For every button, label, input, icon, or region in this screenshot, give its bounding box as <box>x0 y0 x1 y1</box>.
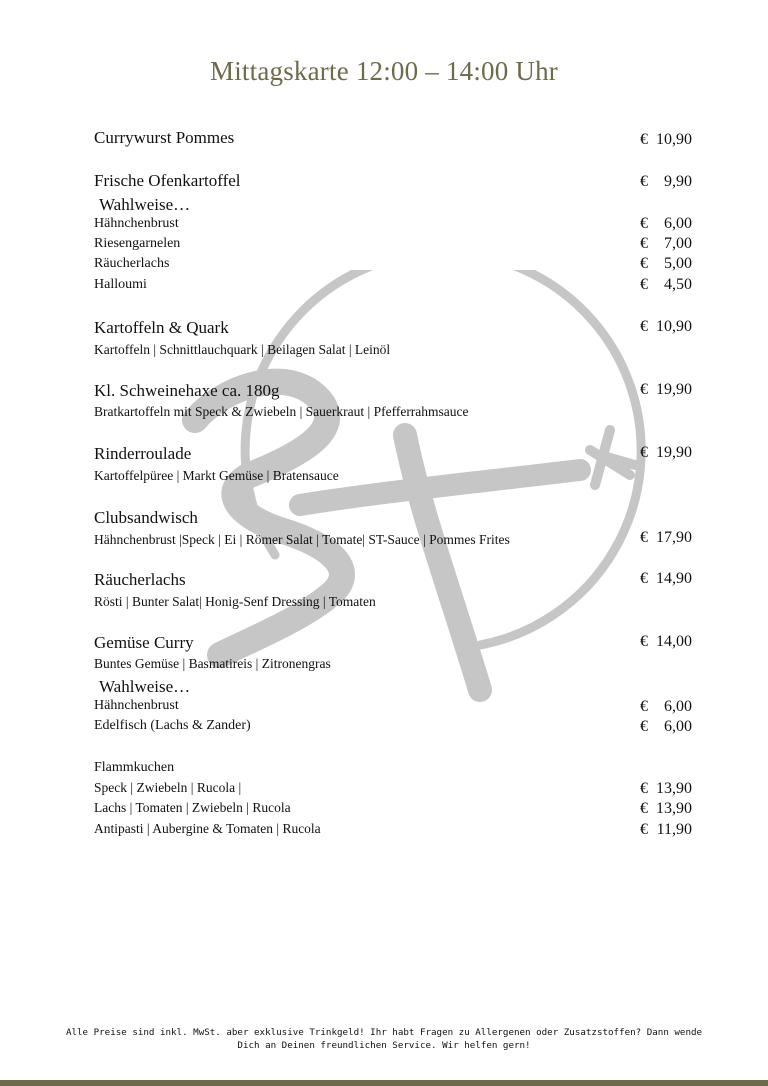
item-name: Currywurst Pommes <box>94 128 235 147</box>
menu-item-gemuese-curry: Gemüse Curry Buntes Gemüse | Basmatireis | Zitronengras € 14,00 <box>94 633 692 671</box>
item-description: Rösti | Bunter Salat| Honig-Senf Dressing | Tomaten <box>94 594 376 609</box>
item-description: Hähnchenbrust |Speck | Ei | Römer Salat | Tomate| ST-Sauce | Pommes Frites <box>94 532 510 547</box>
menu-item-currywurst <box>94 128 692 148</box>
bottom-divider <box>0 1080 768 1086</box>
menu-item-kartoffeln-quark: Kartoffeln & Quark Kartoffeln | Schnittlauchquark | Beilagen Salat | Leinöl € 10,90 <box>94 318 692 357</box>
menu-title: Mittagskarte 12:00 – 14:00 Uhr <box>210 56 558 86</box>
item-price: € 9,90 <box>640 173 692 190</box>
option-item: Riesengarnelen € 7,00 <box>94 235 692 252</box>
menu-item-rinderroulade: Rinderroulade Kartoffelpüree | Markt Gemüse | Bratensauce € 19,90 <box>94 444 692 483</box>
wahlweise-label: Wahlweise… <box>99 677 191 696</box>
option-item: Räucherlachs € 5,00 <box>94 255 692 272</box>
menu-item-raeucherlachs: Räucherlachs Rösti | Bunter Salat| Honig-Senf Dressing | Tomaten € 14,90 <box>94 570 692 609</box>
flammkuchen-variant: Speck | Zwiebeln | Rucola | € 13,90 <box>94 780 692 797</box>
item-name: Frische Ofenkartoffel <box>94 171 241 190</box>
item-description: Buntes Gemüse | Basmatireis | Zitronengras <box>94 656 331 671</box>
footer-line: Alle Preise sind inkl. MwSt. aber exklusive Trinkgeld! Ihr habt Fragen zu Allergenen oder Zusatzstoffen? Dann wende <box>65 1027 703 1038</box>
menu-item-clubsandwisch: Clubsandwisch Hähnchenbrust |Speck | Ei | Römer Salat | Tomate| ST-Sauce | Pommes Frites € 17,90 <box>94 508 692 547</box>
flammkuchen-variant: Antipasti | Aubergine & Tomaten | Rucola € 11,90 <box>94 821 692 838</box>
option-item: Halloumi € 4,50 <box>94 276 692 293</box>
item-price: € 10,90 <box>640 131 692 148</box>
option-item: Hähnchenbrust € 6,00 <box>94 215 692 232</box>
item-description: Kartoffelpüree | Markt Gemüse | Bratensauce <box>94 468 339 483</box>
footer-note <box>60 1026 708 1052</box>
option-item: Hähnchenbrust € 6,00 <box>94 698 692 715</box>
item-description: Kartoffeln | Schnittlauchquark | Beilagen Salat | Leinöl <box>94 342 391 357</box>
wahlweise-label: Wahlweise… <box>99 195 191 214</box>
menu-item-ofenkartoffel <box>94 171 692 191</box>
option-item: Edelfisch (Lachs & Zander) € 6,00 <box>94 718 692 735</box>
menu-item-flammkuchen: Flammkuchen <box>94 760 175 775</box>
item-description: Bratkartoffeln mit Speck & Zwiebeln | Sauerkraut | Pfefferrahmsauce <box>94 404 469 419</box>
menu-item-schweinehaxe: Kl. Schweinehaxe ca. 180g Bratkartoffeln mit Speck & Zwiebeln | Sauerkraut | Pfefferrahmsauce € 19,90 <box>94 381 692 419</box>
footer-line: Dich an Deinen freundlichen Service. Wir helfen gern! <box>237 1040 531 1051</box>
flammkuchen-variant: Lachs | Tomaten | Zwiebeln | Rucola € 13,90 <box>94 800 692 817</box>
